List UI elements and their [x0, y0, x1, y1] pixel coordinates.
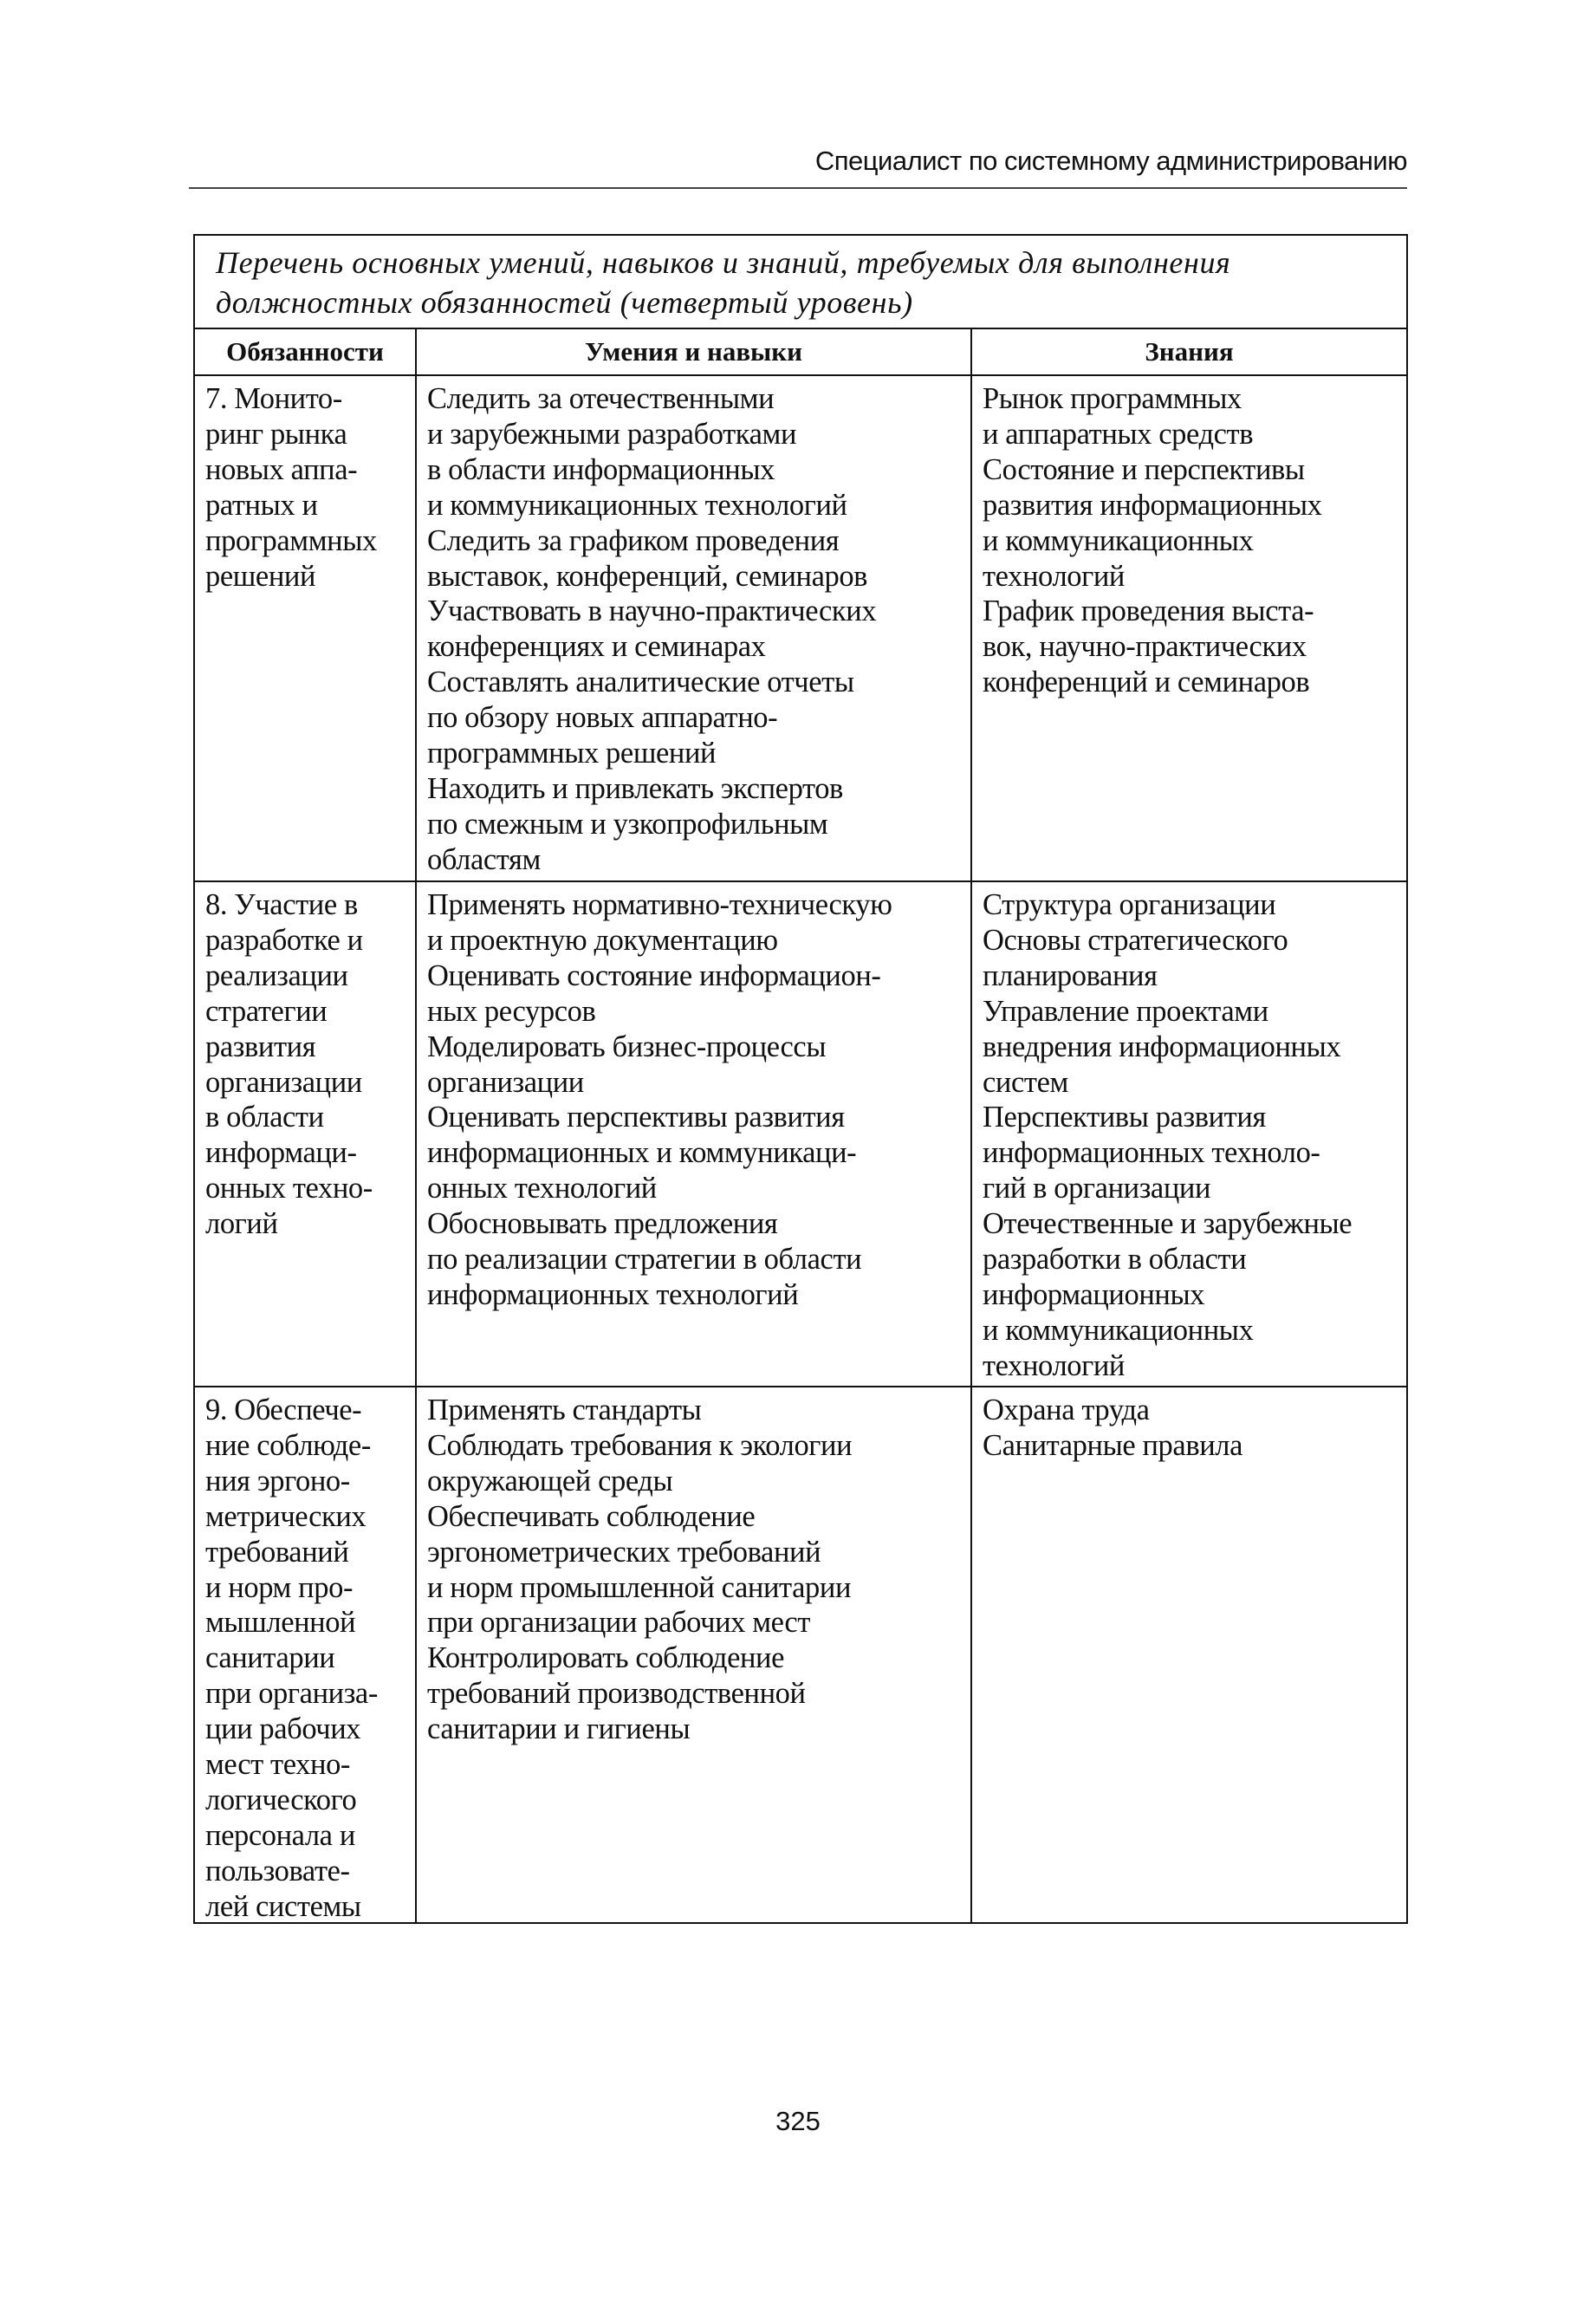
cell-line: Участвовать в научно-практических: [427, 594, 877, 628]
knowledge-cell: [970, 1386, 1406, 1922]
cell-line: разработки в области: [983, 1243, 1247, 1277]
duty-cell: [195, 374, 415, 880]
cell-line: 8. Участие в: [205, 888, 358, 921]
cell-line: мест техно-: [205, 1748, 351, 1782]
table-row: [195, 1386, 1406, 1922]
cell-line: решений: [205, 559, 316, 593]
skills-cell: [415, 880, 970, 1386]
cell-line: новых аппа-: [205, 452, 358, 486]
cell-line: развития информационных: [983, 488, 1322, 522]
knowledge-cell: [970, 374, 1406, 880]
cell-line: и коммуникационных: [983, 523, 1254, 557]
cell-line: Следить за отечественными: [427, 382, 775, 415]
cell-line: онных технологий: [427, 1172, 657, 1205]
cell-line: и норм про-: [205, 1570, 354, 1604]
duty-cell: [195, 1386, 415, 1922]
cell-line: по обзору новых аппаратно-: [427, 701, 778, 735]
cell-line: по смежным и узкопрофильным: [427, 807, 828, 841]
cell-line: и аппаратных средств: [983, 417, 1254, 451]
cell-line: Применять нормативно-техническую: [427, 888, 892, 921]
cell-line: вок, научно-практических: [983, 630, 1307, 664]
cell-line: при организа-: [205, 1677, 378, 1711]
cell-line: Находить и привлекать экспертов: [427, 771, 843, 805]
header-rule: [189, 187, 1407, 189]
cell-line: и проектную документацию: [427, 923, 778, 957]
cell-line: развития: [205, 1030, 316, 1063]
cell-line: мышленной: [205, 1606, 356, 1640]
competency-table: [193, 234, 1408, 1924]
cell-line: требований производственной: [427, 1677, 806, 1711]
cell-line: и коммуникационных технологий: [427, 488, 847, 522]
cell-line: и норм промышленной санитарии: [427, 1570, 852, 1604]
cell-line: при организации рабочих мест: [427, 1606, 811, 1640]
cell-line: программных решений: [427, 737, 717, 770]
cell-line: санитарии: [205, 1641, 335, 1675]
cell-line: Соблюдать требования к экологии: [427, 1428, 853, 1462]
cell-line: График проведения выста-: [983, 594, 1314, 628]
cell-line: пользовате-: [205, 1854, 350, 1887]
cell-line: ние соблюде-: [205, 1428, 371, 1462]
header-skills: Умения и навыки: [415, 329, 970, 374]
cell-line: Оценивать состояние информацион-: [427, 958, 881, 992]
cell-line: ния эргоно-: [205, 1464, 350, 1498]
cell-line: окружающей среды: [427, 1464, 673, 1498]
cell-line: информационных: [983, 1277, 1205, 1311]
cell-line: в области: [205, 1101, 324, 1134]
cell-line: систем: [983, 1065, 1068, 1099]
cell-line: эргонометрических требований: [427, 1535, 821, 1569]
cell-line: организации: [205, 1065, 362, 1099]
cell-line: санитарии и гигиены: [427, 1712, 691, 1746]
table-header-row: [195, 329, 1406, 376]
skills-cell: [415, 374, 970, 880]
cell-line: областям: [427, 842, 541, 876]
cell-line: гий в организации: [983, 1172, 1211, 1205]
cell-line: ратных и: [205, 488, 318, 522]
cell-line: планирования: [983, 958, 1158, 992]
cell-line: стратегии: [205, 994, 328, 1028]
cell-line: конференциях и семинарах: [427, 630, 766, 664]
header-knowledge: Знания: [970, 329, 1406, 374]
cell-line: информационных и коммуникаци-: [427, 1136, 857, 1170]
caption-line: должностных обязанностей (четвертый уровень): [216, 285, 913, 320]
cell-line: информаци-: [205, 1136, 357, 1170]
cell-line: Следить за графиком проведения: [427, 523, 840, 557]
cell-line: информационных технологий: [427, 1277, 799, 1311]
page-number: 325: [775, 2106, 821, 2136]
header-duties: Обязанности: [226, 336, 384, 367]
cell-line: и зарубежными разработками: [427, 417, 797, 451]
cell-line: Перспективы развития: [983, 1101, 1266, 1134]
knowledge-cell: [970, 880, 1406, 1386]
cell-line: Применять стандарты: [427, 1394, 702, 1426]
cell-line: организации: [427, 1065, 584, 1099]
cell-line: Рынок программных: [983, 382, 1242, 415]
cell-line: выставок, конференций, семинаров: [427, 559, 868, 593]
cell-line: ных ресурсов: [427, 994, 596, 1028]
cell-line: Структура организации: [983, 888, 1276, 921]
cell-line: требований: [205, 1535, 349, 1569]
table-row: [195, 374, 1406, 882]
cell-line: в области информационных: [427, 452, 775, 486]
cell-line: Отечественные и зарубежные: [983, 1207, 1353, 1241]
cell-line: технологий: [983, 1348, 1125, 1382]
caption-line: Перечень основных умений, навыков и знаний, требуемых для выполнения: [216, 245, 1231, 280]
cell-line: Управление проектами: [983, 994, 1268, 1028]
cell-line: Обеспечивать соблюдение: [427, 1499, 756, 1533]
cell-line: и коммуникационных: [983, 1313, 1254, 1347]
cell-line: 9. Обеспече-: [205, 1394, 362, 1426]
cell-line: внедрения информационных: [983, 1030, 1341, 1063]
cell-line: разработке и: [205, 923, 363, 957]
table-row: [195, 880, 1406, 1387]
cell-line: персонала и: [205, 1818, 355, 1852]
cell-line: конференций и семинаров: [983, 666, 1310, 699]
skills-cell: [415, 1386, 970, 1922]
cell-line: Обосновывать предложения: [427, 1207, 778, 1241]
cell-line: метрических: [205, 1499, 367, 1533]
cell-line: 7. Монито-: [205, 382, 342, 415]
cell-line: Оценивать перспективы развития: [427, 1101, 845, 1134]
cell-line: Составлять аналитические отчеты: [427, 666, 854, 699]
cell-line: ринг рынка: [205, 417, 347, 451]
cell-line: лей системы: [205, 1889, 361, 1923]
cell-line: онных техно-: [205, 1172, 373, 1205]
duty-cell: [195, 880, 415, 1386]
table-caption: [195, 236, 1406, 329]
cell-line: Санитарные правила: [983, 1428, 1242, 1462]
cell-line: ции рабочих: [205, 1712, 361, 1746]
cell-line: по реализации стратегии в области: [427, 1243, 862, 1277]
cell-line: программных: [205, 523, 377, 557]
cell-line: технологий: [983, 559, 1125, 593]
running-head: Специалист по системному администрированию: [814, 146, 1407, 176]
cell-line: Моделировать бизнес-процессы: [427, 1030, 827, 1063]
cell-line: Основы стратегического: [983, 923, 1288, 957]
cell-line: логического: [205, 1783, 357, 1816]
cell-line: Контролировать соблюдение: [427, 1641, 785, 1675]
cell-line: Охрана труда: [983, 1394, 1150, 1426]
cell-line: логий: [205, 1207, 278, 1241]
cell-line: реализации: [205, 958, 348, 992]
cell-line: Состояние и перспективы: [983, 452, 1305, 486]
cell-line: информационных техноло-: [983, 1136, 1320, 1170]
